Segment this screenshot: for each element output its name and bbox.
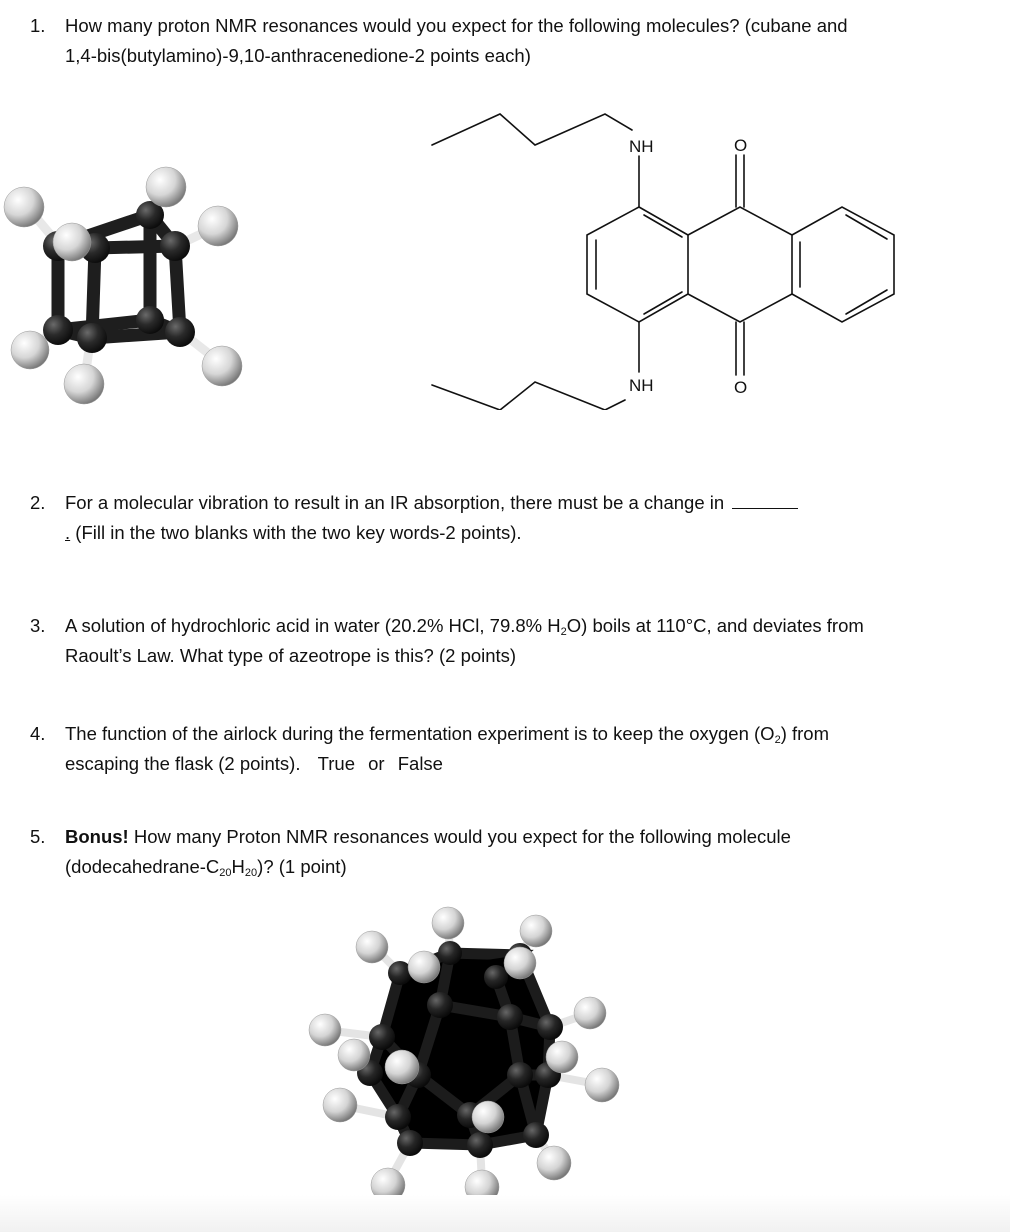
question-text-line: How many Proton NMR resonances would you expect for the following molecule	[133, 826, 791, 847]
anthracenedione-structure	[420, 100, 920, 410]
option-or: or	[368, 752, 385, 774]
question-text-line: (Fill in the two blanks with the two key words-2 points).	[75, 521, 522, 543]
question-text-line: How many proton NMR resonances would you expect for the following molecules? (cubane and	[65, 15, 848, 36]
o-label-bottom: O	[734, 378, 748, 397]
option-false[interactable]: False	[397, 752, 443, 774]
answer-blank-2[interactable]: .	[65, 521, 71, 543]
question-number: 2.	[30, 492, 46, 513]
dodecahedrane-model	[300, 905, 630, 1205]
question-text-line: A solution of hydrochloric acid in water (20.2% HCl, 79.8% $H_2O$) boils at 110°C, and deviates from	[65, 615, 864, 638]
question-number: 5.	[30, 826, 46, 847]
question-text-line: escaping the flask (2 points).	[65, 752, 301, 774]
answer-blank-1[interactable]	[732, 507, 798, 509]
page-bottom-edge	[0, 1195, 1010, 1232]
question-text-line: The function of the airlock during the fermentation experiment is to keep the oxygen $(O_2)$ from	[65, 723, 829, 746]
question-text-line: Raoult’s Law. What type of azeotrope is this? (2 points)	[65, 644, 517, 666]
bonus-label: Bonus!	[65, 826, 129, 847]
question-text-line: 1,4-bis(butylamino)-9,10-anthracenedione-2 points each)	[65, 44, 531, 66]
option-true[interactable]: True	[317, 752, 355, 774]
question-number: 4.	[30, 723, 46, 744]
question-number: 3.	[30, 615, 46, 636]
question-text-line: $(dodecahedrane-C_{20}H_{20})$? (1 point)	[65, 855, 347, 879]
o-label-top: O	[734, 136, 748, 155]
nh-label-bottom: NH	[629, 376, 654, 395]
cubane-model	[0, 160, 260, 420]
nh-label-top: NH	[629, 137, 654, 156]
question-number: 1.	[30, 15, 46, 36]
question-text-line: For a molecular vibration to result in an IR absorption, there must be a change in	[65, 492, 725, 513]
